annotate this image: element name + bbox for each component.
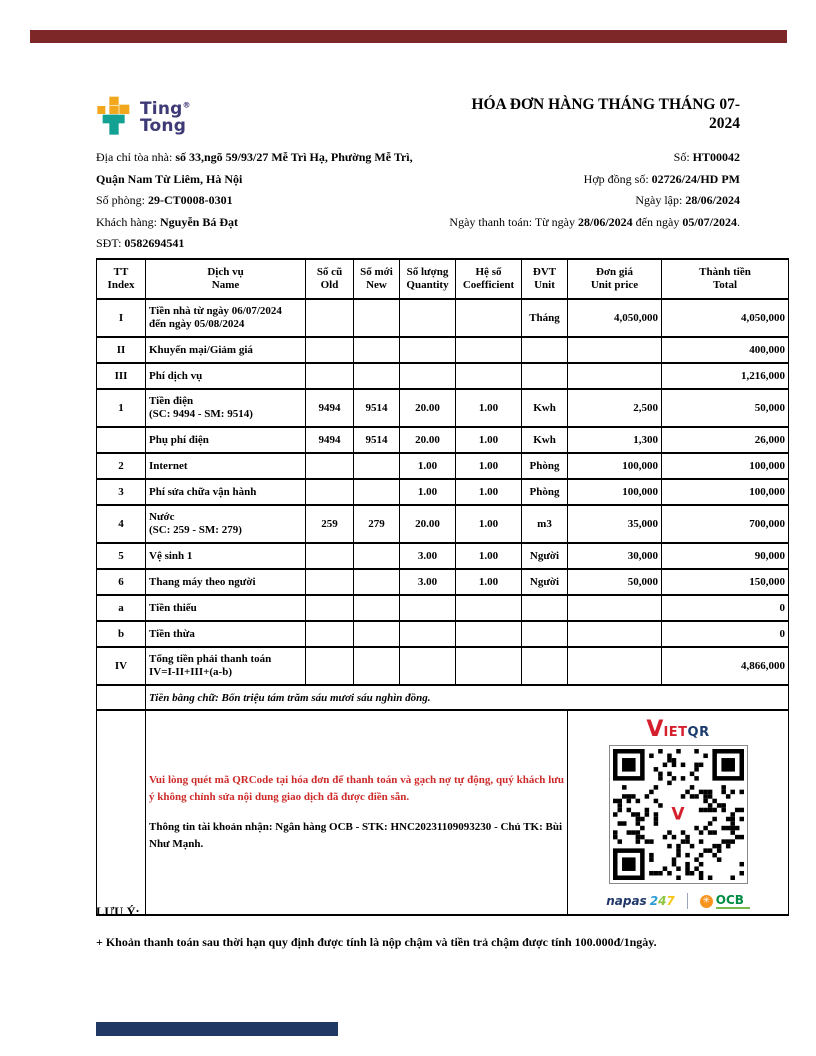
cell-new [354, 363, 400, 389]
footer-notes [96, 905, 791, 950]
cell-new [354, 299, 400, 337]
cell-quantity: 20.00 [400, 505, 456, 543]
cell-old [306, 621, 354, 647]
phone-line: SĐT: 0582694541 [96, 236, 185, 250]
cell-coefficient [456, 363, 522, 389]
cell-unit: Người [522, 543, 568, 569]
cell-coefficient: 1.00 [456, 505, 522, 543]
cell-coefficient: 1.00 [456, 453, 522, 479]
cell-old: 9494 [306, 389, 354, 427]
cell-quantity [400, 363, 456, 389]
cell-index-empty [97, 710, 146, 915]
cell-new [354, 479, 400, 505]
table-row [97, 479, 789, 505]
tingtong-logo-text: Ting® Tong [140, 98, 191, 136]
cell-name: Thang máy theo người [146, 569, 306, 595]
cell-index: 4 [97, 505, 146, 543]
cell-old [306, 479, 354, 505]
ocb-icon: ✳ [700, 895, 713, 908]
cell-unit-price: 35,000 [568, 505, 662, 543]
cell-name: Tiền thừa [146, 621, 306, 647]
cell-unit-price: 4,050,000 [568, 299, 662, 337]
cell-total: 1,216,000 [662, 363, 789, 389]
payment-qr-row [97, 710, 789, 915]
cell-coefficient [456, 299, 522, 337]
cell-quantity: 20.00 [400, 427, 456, 453]
cell-new [354, 621, 400, 647]
table-row [97, 389, 789, 427]
cell-old [306, 363, 354, 389]
registered-mark: ® [182, 100, 191, 109]
cell-new [354, 647, 400, 685]
cell-name: Phụ phí điện [146, 427, 306, 453]
cell-old: 9494 [306, 427, 354, 453]
col-header-new: Số mới New [354, 259, 400, 299]
cell-old [306, 453, 354, 479]
tingtong-logo [94, 96, 191, 136]
cell-new [354, 595, 400, 621]
bottom-accent-bar [96, 1022, 338, 1036]
cell-unit-price [568, 647, 662, 685]
cell-coefficient: 1.00 [456, 389, 522, 427]
cell-total: 4,050,000 [662, 299, 789, 337]
cell-index: IV [97, 647, 146, 685]
payment-instructions-cell [146, 710, 568, 915]
cell-unit [522, 647, 568, 685]
cell-unit: Kwh [522, 389, 568, 427]
customer-name-line: Khách hàng: Nguyễn Bá Đạt [96, 214, 238, 229]
cell-name: Phí dịch vụ [146, 363, 306, 389]
notes-title: LƯU Ý: [96, 905, 140, 919]
col-header-old: Số cũ Old [306, 259, 354, 299]
cell-coefficient [456, 647, 522, 685]
cell-new: 9514 [354, 427, 400, 453]
cell-coefficient: 1.00 [456, 569, 522, 595]
cell-index-empty [97, 685, 146, 710]
ocb-bank-logo: ✳ OCB [700, 894, 750, 909]
cell-name: Vệ sinh 1 [146, 543, 306, 569]
col-header-name: Dịch vụ Name [146, 259, 306, 299]
cell-quantity: 1.00 [400, 453, 456, 479]
table-header-row [97, 259, 789, 299]
cell-index: 2 [97, 453, 146, 479]
cell-total: 90,000 [662, 543, 789, 569]
cell-unit: Phòng [522, 453, 568, 479]
room-number-line: Số phòng: 29-CT0008-0301 [96, 193, 233, 207]
cell-unit-price: 2,500 [568, 389, 662, 427]
napas-247-logo: napas 247 [606, 894, 675, 908]
col-header-total: Thành tiền Total [662, 259, 789, 299]
cell-quantity: 3.00 [400, 569, 456, 595]
cell-index: I [97, 299, 146, 337]
cell-coefficient: 1.00 [456, 543, 522, 569]
cell-quantity: 1.00 [400, 479, 456, 505]
cell-old [306, 647, 354, 685]
cell-coefficient: 1.00 [456, 479, 522, 505]
cell-old: 259 [306, 505, 354, 543]
col-header-unit: ĐVT Unit [522, 259, 568, 299]
cell-unit-price: 1,300 [568, 427, 662, 453]
cell-coefficient: 1.00 [456, 427, 522, 453]
cell-name: Tiền nhà từ ngày 06/07/2024 đến ngày 05/08/2024 [146, 299, 306, 337]
cell-total: 100,000 [662, 479, 789, 505]
cell-new: 279 [354, 505, 400, 543]
qr-code: V [609, 745, 748, 884]
col-header-index: TT Index [97, 259, 146, 299]
cell-unit: Phòng [522, 479, 568, 505]
cell-total: 700,000 [662, 505, 789, 543]
cell-unit-price [568, 621, 662, 647]
cell-unit-price: 100,000 [568, 479, 662, 505]
cell-unit-price [568, 337, 662, 363]
cell-quantity [400, 595, 456, 621]
cell-old [306, 543, 354, 569]
table-row [97, 543, 789, 569]
cell-unit-price: 50,000 [568, 569, 662, 595]
late-payment-note: + Khoản thanh toán sau thời hạn quy định được tính là nộp chậm và tiền trả chậm được tính 100.000đ/1ngày. [96, 935, 657, 949]
amount-in-words-row [97, 685, 789, 710]
cell-new [354, 543, 400, 569]
cell-total: 100,000 [662, 453, 789, 479]
cell-quantity: 3.00 [400, 543, 456, 569]
col-header-quantity: Số lượng Quantity [400, 259, 456, 299]
cell-total: 4,866,000 [662, 647, 789, 685]
cell-coefficient [456, 621, 522, 647]
table-row [97, 427, 789, 453]
cell-name: Tiền thiếu [146, 595, 306, 621]
invoice-meta-block [380, 147, 740, 233]
cell-new [354, 569, 400, 595]
table-row [97, 337, 789, 363]
cell-index: b [97, 621, 146, 647]
table-row [97, 505, 789, 543]
col-header-coefficient: Hệ số Coefficient [456, 259, 522, 299]
bank-account-info: Thông tin tài khoản nhận: Ngân hàng OCB - STK: HNC20231109093230 - Chủ TK: Bùi Như Mạnh. [149, 821, 563, 850]
table-row [97, 299, 789, 337]
cell-quantity [400, 647, 456, 685]
cell-quantity [400, 299, 456, 337]
cell-unit-price: 100,000 [568, 453, 662, 479]
invoice-table [96, 258, 789, 916]
cell-old [306, 337, 354, 363]
contract-number-line: Hợp đồng số: 02726/24/HD PM [583, 171, 740, 186]
cell-index: II [97, 337, 146, 363]
cell-new [354, 453, 400, 479]
cell-name: Khuyến mại/Giảm giá [146, 337, 306, 363]
issue-date-line: Ngày lập: 28/06/2024 [635, 193, 740, 207]
cell-unit: m3 [522, 505, 568, 543]
col-header-unit-price: Đơn giá Unit price [568, 259, 662, 299]
cell-name: Phí sửa chữa vận hành [146, 479, 306, 505]
payment-period-line: Ngày thanh toán: Từ ngày 28/06/2024 đến ngày 05/07/2024. [449, 214, 740, 229]
table-row [97, 569, 789, 595]
table-row-grand-total [97, 647, 789, 685]
cell-name: Internet [146, 453, 306, 479]
cell-old [306, 299, 354, 337]
cell-quantity [400, 337, 456, 363]
top-accent-bar [30, 30, 787, 43]
cell-name: Tiền điện (SC: 9494 - SM: 9514) [146, 389, 306, 427]
cell-index [97, 427, 146, 453]
building-address-line: Địa chỉ tòa nhà: số 33,ngõ 59/93/27 Mễ Trì Hạ, Phường Mễ Trì, [96, 150, 413, 164]
invoice-title: HÓA ĐƠN HÀNG THÁNG THÁNG 07- 2024 [471, 96, 740, 132]
cell-index: 3 [97, 479, 146, 505]
cell-total: 50,000 [662, 389, 789, 427]
cell-unit: Kwh [522, 427, 568, 453]
table-row [97, 363, 789, 389]
cell-total: 150,000 [662, 569, 789, 595]
cell-unit-price: 30,000 [568, 543, 662, 569]
cell-unit: Người [522, 569, 568, 595]
qr-payment-notice: Vui lòng quét mã QRCode tại hóa đơn để thanh toán và gạch nợ tự động, quý khách lưu ý không chỉnh sửa nội dung giao dịch đã được điền sẵn. [149, 774, 564, 803]
cell-name: Nước (SC: 259 - SM: 279) [146, 505, 306, 543]
tingtong-logo-icon [94, 96, 134, 136]
cell-index: III [97, 363, 146, 389]
cell-old [306, 595, 354, 621]
cell-index: 6 [97, 569, 146, 595]
cell-total: 0 [662, 621, 789, 647]
cell-total: 26,000 [662, 427, 789, 453]
cell-unit-price [568, 595, 662, 621]
amount-in-words-cell: Tiền bằng chữ: Bốn triệu tám trăm sáu mươi sáu nghìn đồng. [146, 685, 789, 710]
table-row [97, 621, 789, 647]
cell-index: 5 [97, 543, 146, 569]
table-row [97, 595, 789, 621]
cell-unit [522, 363, 568, 389]
cell-quantity [400, 621, 456, 647]
cell-index: a [97, 595, 146, 621]
cell-unit-price [568, 363, 662, 389]
cell-unit [522, 337, 568, 363]
cell-quantity: 20.00 [400, 389, 456, 427]
cell-total: 400,000 [662, 337, 789, 363]
cell-coefficient [456, 337, 522, 363]
cell-unit: Tháng [522, 299, 568, 337]
cell-new: 9514 [354, 389, 400, 427]
cell-total: 0 [662, 595, 789, 621]
cell-name: Tổng tiền phải thanh toán IV=I-II+III+(a-b) [146, 647, 306, 685]
table-row [97, 453, 789, 479]
qr-code-cell [568, 710, 789, 915]
vietqr-logo: VIETQR [646, 717, 710, 742]
cell-unit [522, 595, 568, 621]
building-address-line2: Quận Nam Từ Liêm, Hà Nội [96, 171, 243, 186]
cell-unit [522, 621, 568, 647]
invoice-number-line: Số: HT00042 [673, 150, 740, 164]
cell-old [306, 569, 354, 595]
cell-coefficient [456, 595, 522, 621]
cell-new [354, 337, 400, 363]
cell-index: 1 [97, 389, 146, 427]
